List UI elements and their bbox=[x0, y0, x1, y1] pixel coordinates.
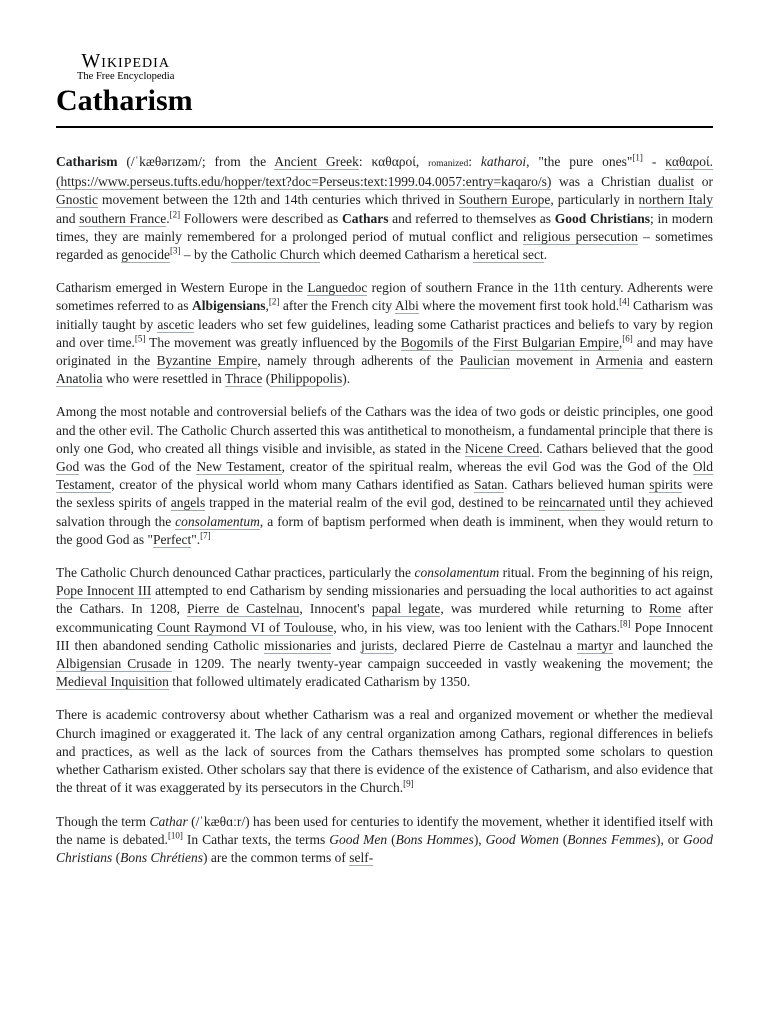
text: and bbox=[331, 637, 361, 653]
link[interactable]: southern France bbox=[79, 210, 167, 226]
text: The movement was greatly influenced by the bbox=[145, 334, 401, 350]
citation-9[interactable]: [9] bbox=[403, 778, 414, 789]
text: and referred to themselves as bbox=[388, 210, 555, 226]
link[interactable]: New Testament bbox=[196, 459, 282, 475]
logo-wordmark: Wikipedia bbox=[81, 50, 170, 72]
text: Catharism emerged in Western Europe in the bbox=[56, 280, 308, 296]
link[interactable]: Catholic Church bbox=[230, 247, 320, 263]
link[interactable]: self- bbox=[349, 849, 374, 865]
citation-4[interactable]: [4] bbox=[619, 296, 630, 307]
link[interactable]: Nicene Creed bbox=[464, 440, 540, 456]
text: Good Men bbox=[329, 831, 388, 847]
text: : καθαροί, bbox=[358, 154, 429, 169]
text: , declared Pierre de Castelnau a bbox=[393, 637, 578, 653]
text: katharoi bbox=[480, 154, 527, 169]
link[interactable]: Byzantine Empire bbox=[156, 353, 258, 369]
link[interactable]: Ancient Greek bbox=[274, 154, 359, 169]
text: and eastern bbox=[642, 353, 714, 369]
link[interactable]: Pope Innocent III bbox=[56, 583, 152, 599]
text: ). bbox=[342, 371, 351, 387]
paragraph-6 bbox=[56, 813, 713, 868]
text: . bbox=[543, 247, 548, 263]
link[interactable]: Southern Europe bbox=[458, 192, 551, 208]
link[interactable]: genocide bbox=[121, 247, 170, 263]
link[interactable]: Rome bbox=[648, 601, 682, 617]
text: Bons Hommes bbox=[395, 831, 474, 847]
text: Good Christians bbox=[554, 210, 651, 226]
link[interactable]: Perfect bbox=[153, 531, 192, 547]
text: attempted to end Catharism by sending missionaries and persuading the local authorities to act against the Cathars. In 1208, bbox=[56, 583, 713, 617]
citation-1[interactable]: [1] bbox=[632, 152, 643, 163]
paragraph-4 bbox=[56, 564, 713, 691]
text: Among the most notable and controversial beliefs of the Cathars was the idea of two gods or deistic principles, one good and the other evil. The Catholic Church asserted this was antithetical to monotheism, a fundamental principle that there is only one God, who created all things visible and invisible, as stated in the bbox=[56, 404, 713, 456]
text: , who, in his view, was too lenient with the Cathars. bbox=[333, 619, 620, 635]
citation-8[interactable]: [8] bbox=[619, 618, 631, 629]
link[interactable]: Thrace bbox=[224, 371, 263, 387]
text: Cathars bbox=[341, 210, 389, 226]
text: were the sexless spirits of bbox=[56, 477, 713, 511]
link[interactable]: Philippopolis bbox=[270, 371, 343, 387]
link[interactable]: northern Italy bbox=[638, 192, 713, 208]
text: – by the bbox=[180, 247, 231, 263]
text: Followers were described as bbox=[180, 210, 342, 226]
text: - bbox=[642, 154, 666, 169]
text: . Cathars believed that the good bbox=[539, 440, 714, 456]
text: movement in bbox=[509, 353, 596, 369]
text: Bons Chrétiens bbox=[120, 849, 204, 865]
citation-10[interactable]: [10] bbox=[167, 830, 183, 841]
link[interactable]: Old Testament bbox=[56, 459, 713, 493]
text: which deemed Catharism a bbox=[319, 247, 473, 263]
link[interactable]: Gnostic bbox=[56, 192, 98, 208]
citation-3[interactable]: [3] bbox=[169, 245, 181, 256]
text: ". bbox=[191, 531, 201, 547]
text: after the French city bbox=[279, 298, 395, 314]
text: Good Women bbox=[485, 831, 559, 847]
text: of the bbox=[453, 334, 494, 350]
text: ( bbox=[558, 831, 568, 847]
text: ( bbox=[112, 849, 121, 865]
text: . bbox=[166, 210, 170, 226]
link[interactable]: Count Raymond VI of Toulouse bbox=[156, 619, 334, 635]
paragraph-2 bbox=[56, 279, 713, 388]
link[interactable] bbox=[175, 514, 260, 530]
text: region of southern France in the 11th century. Adherents were sometimes referred to as bbox=[56, 280, 713, 314]
text: ; in modern times, they are mainly remembered for a prolonged period of mutual conflict and bbox=[56, 210, 714, 244]
link[interactable]: dualist bbox=[658, 174, 695, 190]
text: , Innocent's bbox=[299, 601, 372, 617]
text: and may have originated in the bbox=[56, 334, 713, 369]
text: . Cathars believed human bbox=[504, 477, 650, 493]
link[interactable]: Bogomils bbox=[400, 334, 454, 350]
text: ), bbox=[473, 831, 486, 847]
text: , a form of baptism performed when death is imminent, when they would return to the good God as " bbox=[56, 513, 713, 547]
page-title: Catharism bbox=[56, 78, 713, 128]
citation-5[interactable]: [5] bbox=[134, 333, 146, 344]
text: , bbox=[265, 298, 269, 314]
link[interactable]: ascetic bbox=[157, 316, 195, 332]
text: was a Christian bbox=[551, 174, 659, 190]
text: , particularly in bbox=[550, 192, 639, 208]
text: Though the term bbox=[56, 813, 150, 829]
text: consolamentum bbox=[175, 513, 260, 529]
text: until they achieved salvation through the bbox=[56, 495, 713, 529]
text: in 1209. The nearly twenty-year campaign succeeded in vastly weakening the movement; the bbox=[171, 656, 713, 672]
text: consolamentum bbox=[414, 565, 500, 581]
link[interactable]: angels bbox=[170, 495, 206, 511]
link[interactable]: Armenia bbox=[595, 353, 643, 369]
text: Albigensians bbox=[191, 298, 266, 314]
link[interactable]: Languedoc bbox=[307, 280, 368, 296]
article-body bbox=[56, 153, 713, 882]
text: , namely through adherents of the bbox=[257, 353, 460, 369]
link[interactable]: Albi bbox=[394, 298, 419, 314]
text: romanized bbox=[428, 159, 469, 169]
link[interactable]: God bbox=[56, 459, 80, 475]
text: and bbox=[56, 210, 80, 226]
text: ritual. From the beginning of his reign, bbox=[499, 565, 714, 581]
citation-2[interactable]: [2] bbox=[169, 209, 181, 220]
text: Good Christians bbox=[56, 831, 713, 865]
text: , "the pure ones" bbox=[526, 154, 633, 169]
link[interactable]: First Bulgarian Empire bbox=[493, 334, 619, 350]
link[interactable]: martyr bbox=[577, 637, 614, 653]
text: : bbox=[468, 154, 481, 169]
citation-6[interactable]: [6] bbox=[622, 333, 633, 344]
link[interactable]: Anatolia bbox=[56, 371, 103, 387]
text: or bbox=[694, 174, 713, 190]
text: , bbox=[618, 334, 623, 350]
citation-7[interactable]: [7] bbox=[200, 530, 211, 541]
text: In Cathar texts, the terms bbox=[182, 831, 330, 847]
paragraph-3 bbox=[56, 403, 713, 549]
text: (/ˈkæθərɪzəm/; from the bbox=[117, 154, 275, 169]
text: trapped in the material realm of the evil god, destined to be bbox=[205, 495, 539, 511]
text: , creator of the physical world whom many Cathars identified as bbox=[111, 477, 475, 493]
text: Pope Innocent III then abandoned sending Catholic bbox=[56, 619, 714, 653]
text: movement between the 12th and 14th centuries which thrived in bbox=[98, 192, 459, 208]
logo-tagline: The Free Encyclopedia bbox=[77, 71, 175, 82]
text: Bonnes Femmes bbox=[567, 831, 656, 847]
text: ), or bbox=[655, 831, 683, 847]
text: Catharism was initially taught by bbox=[56, 298, 713, 332]
text: ( bbox=[262, 371, 271, 387]
link[interactable]: Satan bbox=[474, 477, 505, 493]
text: There is academic controversy about whether Catharism was a real and organized movement or whether the medieval Church imagined or exaggerated it. The lack of any central organization among Cathars, regional differences in beliefs and practices, as well as the lack of sources from the Cathars themselves has prompted some scholars to question whether Catharism existed. Other scholars say that there is evidence of the existence of Catharism, and also evidence that the threat of it was exaggerated by its persecutors in the Church. bbox=[56, 707, 713, 796]
external-link[interactable]: καθαροί. (https://www.perseus.tufts.edu/hopper/text?doc=Perseus:text:1999.04.0057:entry=kaqaro/s) bbox=[56, 154, 714, 190]
text: and launched the bbox=[613, 637, 713, 653]
paragraph-1 bbox=[56, 153, 713, 264]
text: (/ˈkæθɑːr/) has been used for centuries to identify the movement, whether it identified itself with the name is debated. bbox=[56, 813, 713, 847]
text: ( bbox=[387, 831, 396, 847]
text: The Catholic Church denounced Cathar practices, particularly the bbox=[56, 565, 415, 581]
link[interactable]: Albigensian Crusade bbox=[56, 656, 172, 672]
citation-2[interactable]: [2] bbox=[268, 296, 280, 307]
text: after excommunicating bbox=[56, 601, 713, 635]
link[interactable]: Medieval Inquisition bbox=[56, 674, 169, 690]
text: , was murdered while returning to bbox=[440, 601, 649, 617]
link[interactable]: missionaries bbox=[263, 637, 332, 653]
paragraph-5 bbox=[56, 706, 713, 797]
link[interactable]: Paulician bbox=[459, 353, 510, 369]
text: leaders who set few guidelines, leading some Catharist practices and beliefs to vary by region and over time. bbox=[56, 316, 713, 350]
text: ) are the common terms of bbox=[203, 849, 350, 865]
text: where the movement first took hold. bbox=[418, 298, 620, 314]
link[interactable]: jurists bbox=[360, 637, 394, 653]
link[interactable]: heretical sect bbox=[472, 247, 544, 263]
text: , creator of the spiritual realm, whereas the evil God was the God of the bbox=[281, 459, 693, 475]
text: – sometimes regarded as bbox=[56, 228, 713, 263]
link[interactable]: religious persecution bbox=[523, 228, 638, 244]
text: who were resettled in bbox=[102, 371, 225, 387]
link[interactable]: reincarnated bbox=[538, 495, 606, 511]
link[interactable]: papal legate bbox=[371, 601, 441, 617]
text: Catharism bbox=[56, 154, 118, 169]
link[interactable]: Pierre de Castelnau bbox=[187, 601, 300, 617]
text: Cathar bbox=[149, 813, 188, 829]
text: that followed ultimately eradicated Catharism by 1350. bbox=[168, 674, 471, 690]
link[interactable]: spirits bbox=[649, 477, 683, 493]
text: was the God of the bbox=[79, 459, 197, 475]
